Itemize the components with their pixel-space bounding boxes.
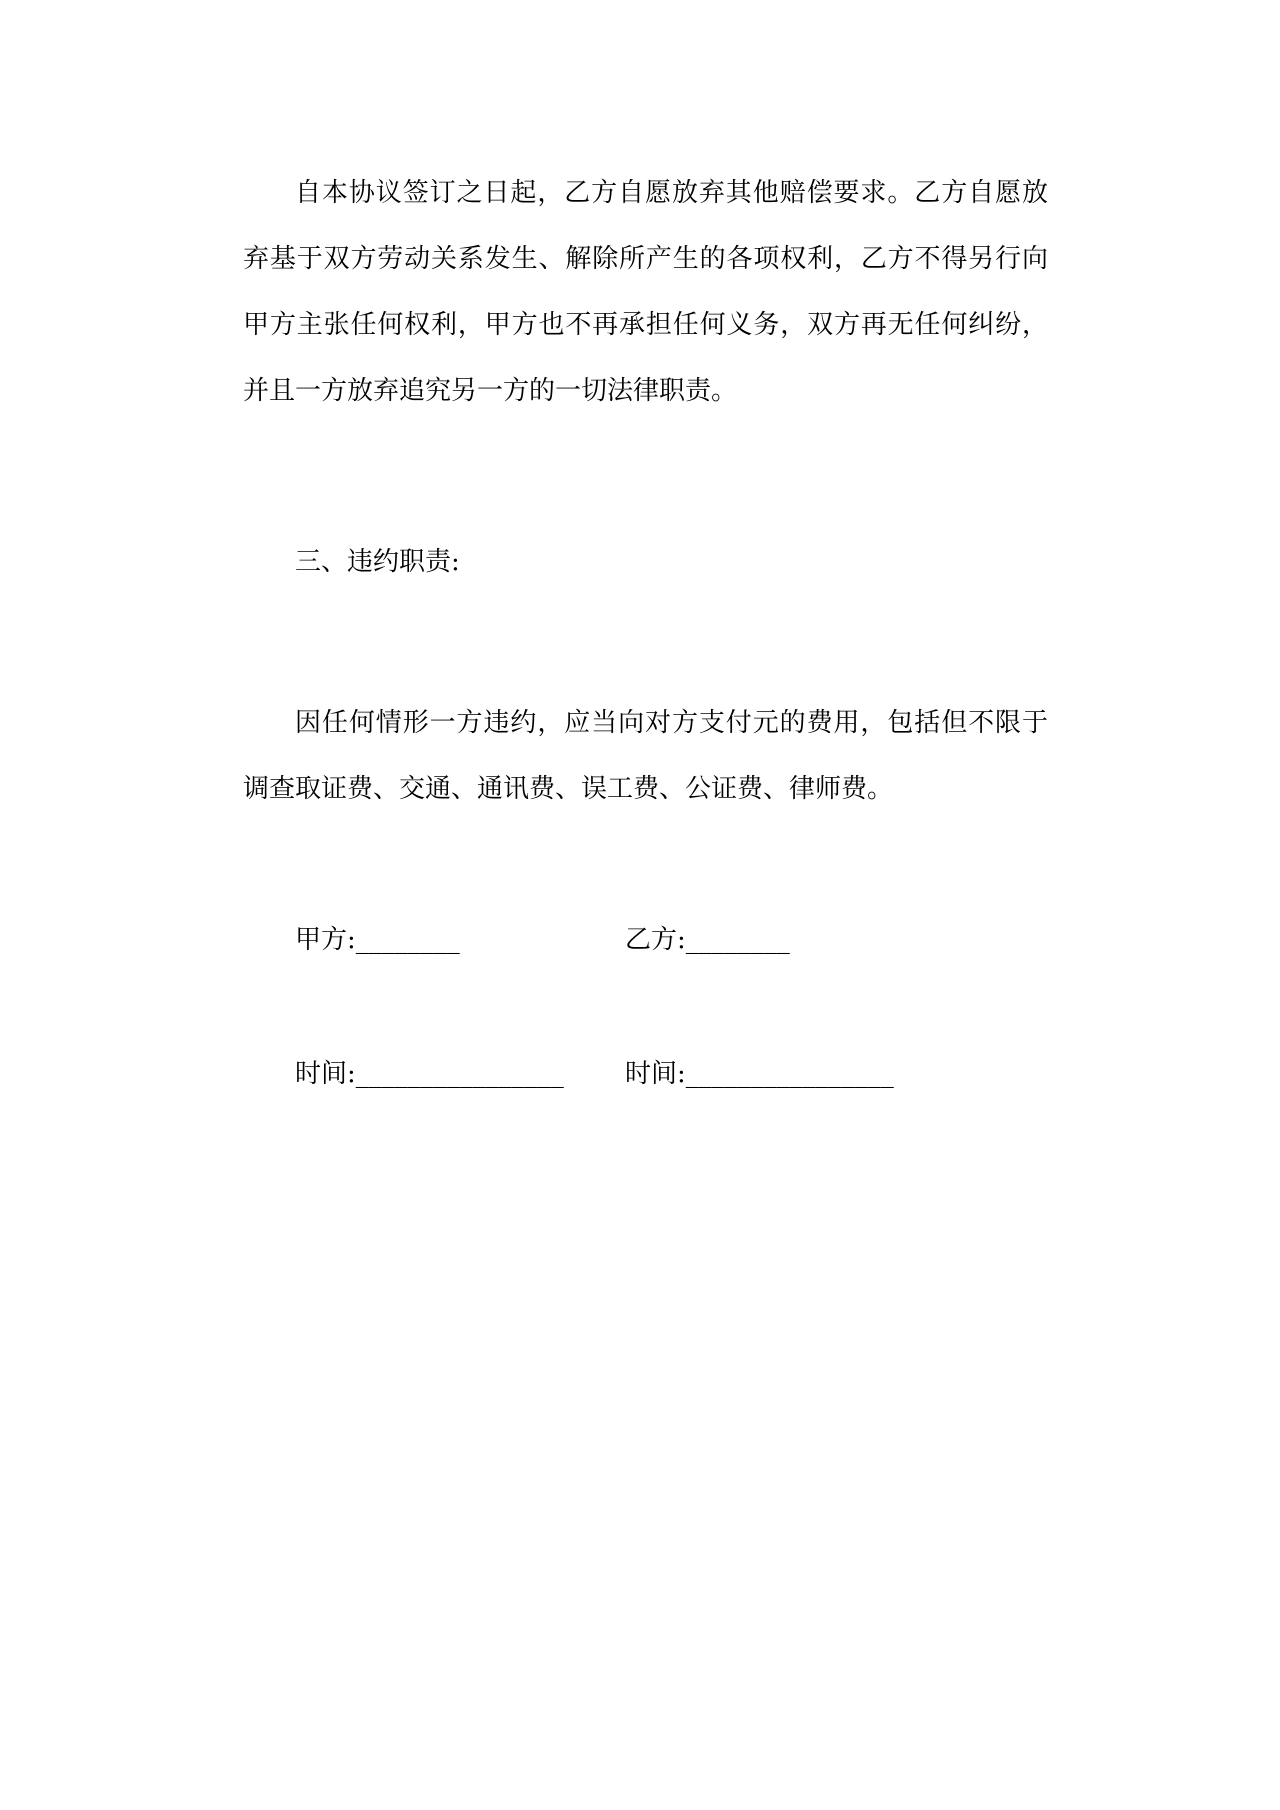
signature-row-parties [243,907,1048,973]
time-a-blank: ________________ [355,1059,564,1089]
breach-paragraph: 因任何情形一方违约，应当向对方支付元的费用，包括但不限于调查取证费、交通、通讯费、误工费、公证费、律师费。 [243,708,1048,804]
party-b-time [625,1041,894,1107]
section-heading-breach-liability: 三、违约职责: [295,547,460,577]
party-b-signature [625,907,790,973]
party-a-signature [295,907,460,973]
document-body [243,160,1048,1107]
party-b-label: 乙方: [625,925,686,955]
party-a-time [295,1041,564,1107]
waiver-paragraph: 自本协议签订之日起，乙方自愿放弃其他赔偿要求。乙方自愿放弃基于双方劳动关系发生、解除所产生的各项权利，乙方不得另行向甲方主张任何权利，甲方也不再承担任何义务，双方再无任何纠纷，并且一方放弃追究另一方的一切法律职责。 [243,178,1048,406]
signature-row-time [243,1041,1048,1107]
party-a-label: 甲方: [295,925,356,955]
time-b-label: 时间: [625,1059,686,1089]
party-b-blank: ________ [685,925,790,955]
party-a-blank: ________ [355,925,460,955]
time-a-label: 时间: [295,1059,356,1089]
time-b-blank: ________________ [685,1059,894,1089]
